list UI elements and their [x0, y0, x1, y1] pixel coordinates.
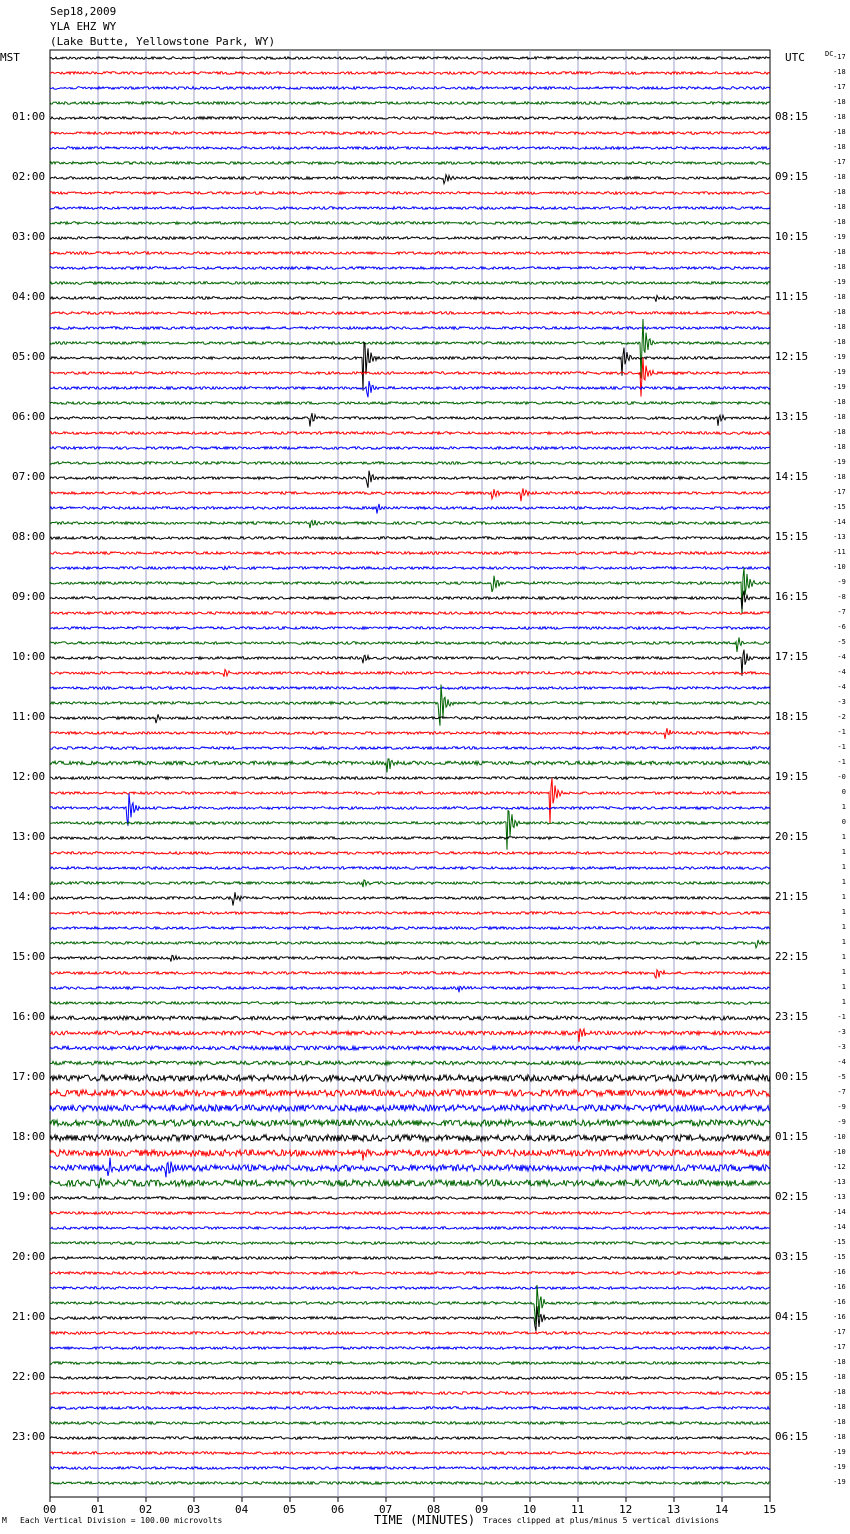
- seismic-trace: [50, 777, 770, 780]
- dc-offset-label: 1: [841, 893, 846, 901]
- seismic-trace: [50, 1178, 770, 1189]
- dc-offset-label: -19: [833, 458, 846, 466]
- dc-offset-label: -9: [837, 578, 846, 586]
- left-time-label: 15:00: [12, 950, 46, 963]
- dc-offset-label: -13: [833, 533, 846, 541]
- seismic-trace: [50, 1407, 770, 1410]
- dc-offset-label: -6: [837, 623, 846, 631]
- dc-offset-label: -3: [837, 1028, 846, 1036]
- seismic-trace: [50, 986, 770, 992]
- x-tick-label: 00: [43, 1503, 57, 1516]
- seismic-trace: [50, 1227, 770, 1230]
- dc-offset-label: -4: [837, 668, 846, 676]
- dc-offset-label: 1: [841, 953, 846, 961]
- dc-offset-label: -16: [833, 1268, 846, 1276]
- right-time-label: 04:15: [775, 1310, 809, 1323]
- seismic-trace: [50, 1197, 770, 1200]
- dc-offset-label: -8: [837, 593, 846, 601]
- seismic-trace: [50, 1287, 770, 1290]
- x-tick-label: 12: [619, 1503, 633, 1516]
- dc-offset-label: 1: [841, 998, 846, 1006]
- seismic-trace: [50, 778, 770, 824]
- seismic-trace: [50, 147, 770, 150]
- seismic-trace: [50, 1257, 770, 1260]
- left-time-label: 21:00: [12, 1310, 46, 1323]
- date-label: Sep18,2009: [50, 5, 117, 18]
- left-time-label: 03:00: [12, 230, 46, 243]
- dc-offset-label: -4: [837, 1058, 846, 1066]
- dc-offset-label: -1: [837, 728, 846, 736]
- dc-offset-label: -11: [833, 548, 846, 556]
- left-time-label: 02:00: [12, 170, 46, 183]
- dc-offset-label: 1: [841, 938, 846, 946]
- right-time-label: 20:15: [775, 830, 809, 843]
- x-tick-label: 11: [571, 1503, 585, 1516]
- right-time-label: 06:15: [775, 1430, 809, 1443]
- dc-offset-label: -2: [837, 713, 846, 721]
- seismic-trace: [50, 1377, 770, 1380]
- seismic-trace: [50, 1002, 770, 1005]
- left-time-label: 01:00: [12, 110, 46, 123]
- seismic-trace: [50, 1347, 770, 1350]
- dc-offset-label: -7: [837, 1088, 846, 1096]
- dc-offset-label: -5: [837, 638, 846, 646]
- seismic-trace: [50, 488, 770, 501]
- seismic-trace: [50, 1090, 770, 1096]
- seismic-trace: [50, 252, 770, 255]
- left-time-label: 11:00: [12, 710, 46, 723]
- x-tick-label: 14: [715, 1503, 729, 1516]
- dc-offset-label: -17: [833, 1328, 846, 1336]
- seismic-trace: [50, 1135, 770, 1141]
- seismic-trace: [50, 627, 770, 630]
- right-time-label: 15:15: [775, 530, 809, 543]
- dc-offset-label: -18: [833, 398, 846, 406]
- seismic-trace: [50, 612, 770, 615]
- seismic-trace: [50, 867, 770, 870]
- left-timezone-label: MST: [0, 51, 20, 64]
- seismic-trace: [50, 1046, 770, 1050]
- dc-offset-label: -15: [833, 503, 846, 511]
- dc-offset-label: -18: [833, 1433, 846, 1441]
- x-tick-label: 08: [427, 1503, 441, 1516]
- seismic-trace: [50, 811, 770, 850]
- seismic-trace: [50, 1120, 770, 1126]
- seismic-trace: [50, 670, 770, 677]
- seismic-trace: [50, 413, 770, 426]
- right-time-label: 19:15: [775, 770, 809, 783]
- dc-offset-label: -18: [833, 338, 846, 346]
- left-time-label: 08:00: [12, 530, 46, 543]
- dc-offset-label: -17: [833, 1343, 846, 1351]
- dc-offset-label: -18: [833, 263, 846, 271]
- dc-offset-label: -18: [833, 218, 846, 226]
- dc-offset-label: -19: [833, 353, 846, 361]
- seismic-trace: [50, 1332, 770, 1335]
- x-tick-label: 15: [763, 1503, 777, 1516]
- left-time-label: 23:00: [12, 1430, 46, 1443]
- dc-offset-label: -19: [833, 278, 846, 286]
- dc-offset-label: -14: [833, 1223, 846, 1231]
- seismic-trace: [50, 162, 770, 165]
- scale-note: Each Vertical Division = 100.00 microvolts: [20, 1516, 223, 1525]
- dc-offset-label: -18: [833, 1403, 846, 1411]
- seismic-trace: [50, 685, 770, 726]
- dc-offset-label: -18: [833, 188, 846, 196]
- x-tick-label: 10: [523, 1503, 537, 1516]
- seismic-trace: [50, 1452, 770, 1455]
- seismic-trace: [50, 1392, 770, 1395]
- x-tick-label: 02: [139, 1503, 153, 1516]
- left-time-label: 13:00: [12, 830, 46, 843]
- dc-offset-label: -10: [833, 1148, 846, 1156]
- dc-offset-label: -18: [833, 1373, 846, 1381]
- seismic-trace: [50, 381, 770, 397]
- left-time-label: 22:00: [12, 1370, 46, 1383]
- dc-offset-label: 1: [841, 848, 846, 856]
- dc-offset-label: -19: [833, 1463, 846, 1471]
- dc-offset-label: 1: [841, 983, 846, 991]
- dc-offset-label: 1: [841, 908, 846, 916]
- dc-offset-label: -7: [837, 608, 846, 616]
- seismic-trace: [50, 912, 770, 915]
- dc-offset-label: -17: [833, 158, 846, 166]
- x-tick-label: 04: [235, 1503, 249, 1516]
- right-time-label: 03:15: [775, 1250, 809, 1263]
- dc-offset-label: -16: [833, 1283, 846, 1291]
- seismic-trace: [50, 1158, 770, 1178]
- right-time-label: 01:15: [775, 1130, 809, 1143]
- left-time-label: 12:00: [12, 770, 46, 783]
- dc-offset-label: -18: [833, 1418, 846, 1426]
- seismic-trace: [50, 175, 770, 184]
- seismic-trace: [50, 1242, 770, 1245]
- x-tick-label: 06: [331, 1503, 345, 1516]
- right-time-label: 23:15: [775, 1010, 809, 1023]
- dc-label: DC: [825, 50, 834, 58]
- right-time-label: 10:15: [775, 230, 809, 243]
- dc-offset-label: -18: [833, 443, 846, 451]
- seismic-trace: [50, 1437, 770, 1440]
- left-time-label: 17:00: [12, 1070, 46, 1083]
- left-time-label: 06:00: [12, 410, 46, 423]
- right-time-label: 11:15: [775, 290, 809, 303]
- seismic-trace: [50, 955, 770, 961]
- seismic-trace: [50, 637, 770, 652]
- dc-offset-label: 1: [841, 833, 846, 841]
- dc-offset-label: 1: [841, 803, 846, 811]
- dc-offset-label: 1: [841, 863, 846, 871]
- left-time-label: 07:00: [12, 470, 46, 483]
- seismic-trace: [50, 72, 770, 75]
- seismic-trace: [50, 747, 770, 750]
- dc-offset-label: -10: [833, 1133, 846, 1141]
- dc-offset-label: -18: [833, 428, 846, 436]
- dc-offset-label: -18: [833, 113, 846, 121]
- dc-offset-label: -13: [833, 1193, 846, 1201]
- seismic-trace: [50, 1362, 770, 1365]
- right-time-label: 13:15: [775, 410, 809, 423]
- seismic-trace: [50, 447, 770, 450]
- right-time-label: 12:15: [775, 350, 809, 363]
- seismic-trace: [50, 927, 770, 930]
- dc-offset-label: 1: [841, 923, 846, 931]
- left-time-label: 14:00: [12, 890, 46, 903]
- left-time-label: 18:00: [12, 1130, 46, 1143]
- corner-mark: M: [2, 1516, 7, 1525]
- dc-offset-label: 0: [841, 818, 846, 826]
- seismic-trace: [50, 728, 770, 739]
- dc-offset-label: -18: [833, 473, 846, 481]
- dc-offset-label: 1: [841, 968, 846, 976]
- seismic-trace: [50, 537, 770, 540]
- left-time-label: 04:00: [12, 290, 46, 303]
- left-time-label: 19:00: [12, 1190, 46, 1203]
- dc-offset-label: -18: [833, 248, 846, 256]
- seismic-trace: [50, 222, 770, 225]
- seismic-trace: [50, 1467, 770, 1470]
- dc-offset-label: -9: [837, 1103, 846, 1111]
- left-time-label: 20:00: [12, 1250, 46, 1263]
- seismic-trace: [50, 117, 770, 120]
- seismic-trace: [50, 880, 770, 887]
- dc-offset-label: -18: [833, 143, 846, 151]
- plot-frame: [50, 50, 770, 1497]
- right-time-label: 00:15: [775, 1070, 809, 1083]
- right-time-label: 05:15: [775, 1370, 809, 1383]
- seismic-trace: [50, 1212, 770, 1215]
- right-timezone-label: UTC: [785, 51, 805, 64]
- dc-offset-label: -12: [833, 1163, 846, 1171]
- seismic-trace: [50, 342, 770, 390]
- x-tick-label: 09: [475, 1503, 489, 1516]
- dc-offset-label: -18: [833, 1388, 846, 1396]
- seismic-trace: [50, 793, 770, 825]
- seismic-trace: [50, 471, 770, 488]
- dc-offset-label: -17: [833, 83, 846, 91]
- seismic-trace: [50, 567, 770, 614]
- seismic-trace: [50, 552, 770, 555]
- seismic-trace: [50, 296, 770, 302]
- right-time-label: 02:15: [775, 1190, 809, 1203]
- dc-offset-label: -18: [833, 173, 846, 181]
- left-time-label: 10:00: [12, 650, 46, 663]
- right-time-label: 09:15: [775, 170, 809, 183]
- seismic-trace: [50, 504, 770, 514]
- dc-offset-label: -13: [833, 1178, 846, 1186]
- seismic-trace: [50, 1285, 770, 1325]
- dc-offset-label: -19: [833, 368, 846, 376]
- seismic-trace: [50, 852, 770, 855]
- dc-offset-label: -0: [837, 773, 846, 781]
- location-label: (Lake Butte, Yellowstone Park, WY): [50, 35, 276, 48]
- dc-offset-label: -3: [837, 698, 846, 706]
- dc-offset-label: -19: [833, 233, 846, 241]
- seismic-trace: [50, 1422, 770, 1425]
- seismic-trace: [50, 1016, 770, 1020]
- seismic-trace: [50, 327, 770, 330]
- seismic-trace: [50, 837, 770, 840]
- seismic-trace: [50, 591, 770, 610]
- dc-offset-label: -4: [837, 683, 846, 691]
- seismic-trace: [50, 566, 770, 570]
- seismic-trace: [50, 970, 770, 978]
- seismic-trace: [50, 102, 770, 105]
- dc-offset-label: -15: [833, 1238, 846, 1246]
- seismic-trace: [50, 1306, 770, 1331]
- seismic-trace: [50, 462, 770, 465]
- dc-offset-label: -18: [833, 308, 846, 316]
- seismic-trace: [50, 1150, 770, 1161]
- dc-offset-label: -18: [833, 1358, 846, 1366]
- dc-offset-label: -17: [833, 53, 846, 61]
- seismic-trace: [50, 432, 770, 435]
- dc-offset-label: -1: [837, 743, 846, 751]
- dc-offset-label: -16: [833, 1313, 846, 1321]
- dc-offset-label: -19: [833, 1478, 846, 1486]
- dc-offset-label: -18: [833, 413, 846, 421]
- seismic-trace: [50, 714, 770, 723]
- dc-offset-label: -9: [837, 1118, 846, 1126]
- dc-offset-label: -19: [833, 1448, 846, 1456]
- seismic-trace: [50, 402, 770, 405]
- dc-offset-label: 1: [841, 878, 846, 886]
- seismic-trace: [50, 892, 770, 905]
- left-time-label: 16:00: [12, 1010, 46, 1023]
- seismic-trace: [50, 237, 770, 240]
- station-label: YLA EHZ WY: [50, 20, 117, 33]
- seismic-trace: [50, 267, 770, 270]
- right-time-label: 22:15: [775, 950, 809, 963]
- dc-offset-label: -10: [833, 563, 846, 571]
- seismic-trace: [50, 358, 770, 397]
- dc-offset-label: -1: [837, 1013, 846, 1021]
- clip-note: Traces clipped at plus/minus 5 vertical divisions: [483, 1516, 720, 1525]
- dc-offset-label: -15: [833, 1253, 846, 1261]
- dc-offset-label: -18: [833, 293, 846, 301]
- x-tick-label: 05: [283, 1503, 297, 1516]
- seismic-trace: [50, 207, 770, 210]
- right-time-label: 18:15: [775, 710, 809, 723]
- dc-offset-label: -14: [833, 518, 846, 526]
- dc-offset-label: -16: [833, 1298, 846, 1306]
- seismic-trace: [50, 1075, 770, 1081]
- left-time-label: 05:00: [12, 350, 46, 363]
- dc-offset-label: -19: [833, 383, 846, 391]
- seismic-trace: [50, 132, 770, 135]
- dc-offset-label: -17: [833, 488, 846, 496]
- seismic-trace: [50, 1029, 770, 1042]
- x-tick-label: 13: [667, 1503, 681, 1516]
- dc-offset-label: -4: [837, 653, 846, 661]
- seismic-trace: [50, 650, 770, 676]
- dc-offset-label: -14: [833, 1208, 846, 1216]
- seismic-trace: [50, 520, 770, 528]
- right-time-label: 17:15: [775, 650, 809, 663]
- x-tick-label: 07: [379, 1503, 393, 1516]
- seismic-trace: [50, 192, 770, 195]
- seismic-trace: [50, 282, 770, 285]
- right-time-label: 21:15: [775, 890, 809, 903]
- seismic-trace: [50, 57, 770, 60]
- x-axis-label: TIME (MINUTES): [374, 1513, 476, 1527]
- dc-offset-label: -18: [833, 68, 846, 76]
- x-tick-label: 03: [187, 1503, 201, 1516]
- dc-offset-label: -18: [833, 128, 846, 136]
- dc-offset-label: -18: [833, 323, 846, 331]
- seismic-trace: [50, 940, 770, 948]
- right-time-label: 14:15: [775, 470, 809, 483]
- dc-offset-label: -18: [833, 98, 846, 106]
- dc-offset-label: -1: [837, 758, 846, 766]
- dc-offset-label: -3: [837, 1043, 846, 1051]
- dc-offset-label: -5: [837, 1073, 846, 1081]
- dc-offset-label: 0: [841, 788, 846, 796]
- seismic-trace: [50, 759, 770, 773]
- x-tick-label: 01: [91, 1503, 105, 1516]
- seismic-trace: [50, 312, 770, 315]
- seismic-trace: [50, 1061, 770, 1065]
- seismic-trace: [50, 1272, 770, 1275]
- seismic-trace: [50, 87, 770, 90]
- seismic-trace: [50, 687, 770, 690]
- seismic-trace: [50, 1105, 770, 1111]
- right-time-label: 16:15: [775, 590, 809, 603]
- seismic-trace: [50, 1482, 770, 1485]
- dc-offset-label: -18: [833, 203, 846, 211]
- right-time-label: 08:15: [775, 110, 809, 123]
- left-time-label: 09:00: [12, 590, 46, 603]
